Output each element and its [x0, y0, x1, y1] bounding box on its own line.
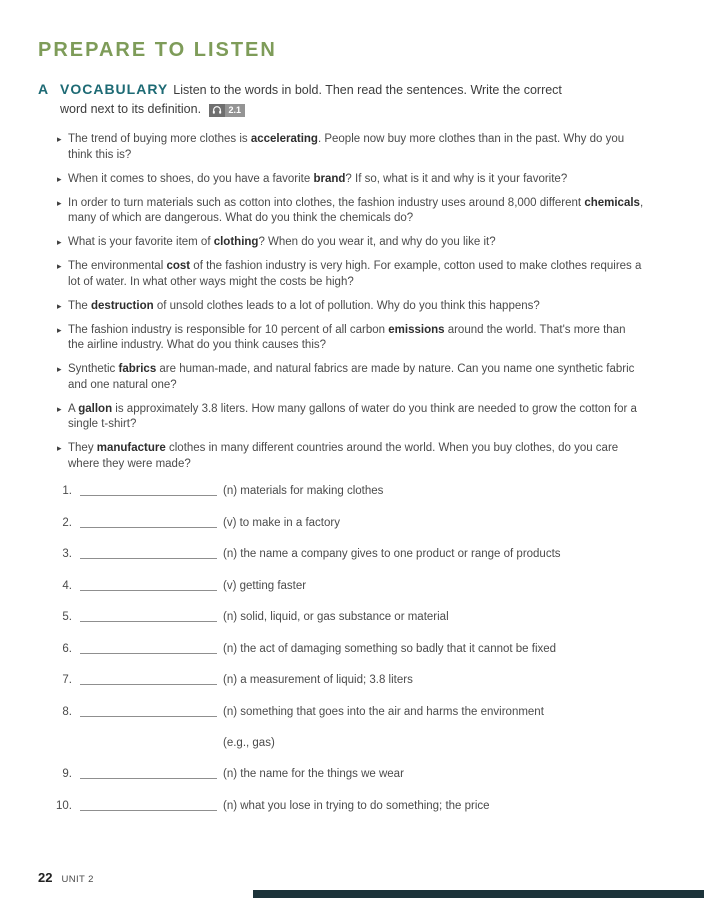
bullet-list — [38, 132, 644, 472]
headphones-icon — [209, 104, 225, 117]
bullet-text-before: They — [68, 442, 97, 454]
vocabulary-word: destruction — [91, 299, 154, 312]
bullet-item — [38, 362, 644, 393]
bullet-text-after: , many of which are dangerous. What do you think the chemicals do? — [68, 196, 644, 224]
bullet-text-before: The — [68, 299, 92, 312]
answer-blank[interactable] — [80, 516, 217, 528]
bullet-text-before: When it comes to shoes, do you have a favorite — [68, 172, 314, 185]
vocabulary-word: manufacture — [96, 442, 166, 454]
definition-line-1: (n) something that goes into the air and harms the environment — [223, 705, 544, 718]
bullet-item — [38, 196, 644, 227]
definitions-list — [38, 484, 662, 813]
bullet-item — [38, 259, 644, 290]
definition-line-1: (n) a measurement of liquid; 3.8 liters — [223, 674, 413, 686]
definition-line-1: (n) the name a company gives to one product or range of products — [223, 548, 561, 560]
triangle-bullet-icon: ▸ — [57, 197, 62, 208]
answer-blank[interactable] — [80, 484, 217, 496]
definition-number: 8. — [62, 705, 72, 718]
activity-head — [38, 80, 632, 119]
definition-line-1: (n) solid, liquid, or gas substance or material — [223, 611, 449, 623]
bullet-text-after: around the world. That's more than the airline industry. What do you think causes this? — [68, 323, 626, 351]
definition-row — [51, 547, 662, 561]
bullet-text-after: clothes in many different countries around the world. When you buy clothes, do you care where they were made? — [68, 442, 619, 470]
vocabulary-word: clothing — [213, 236, 259, 248]
bullet-text-before: The fashion industry is responsible for 10 percent of all carbon — [68, 323, 389, 336]
definition-row — [51, 767, 662, 781]
bullet-text-after: is approximately 3.8 liters. How many gallons of water do you think are needed to grow the cotton for a single t-shirt? — [68, 402, 637, 430]
definition-text — [223, 484, 662, 498]
answer-blank[interactable] — [80, 673, 217, 685]
instruction-line-2: word next to its definition. — [60, 102, 202, 116]
definition-text — [223, 767, 662, 781]
audio-track-number: 2.1 — [225, 104, 246, 117]
definition-number: 4. — [62, 579, 72, 592]
bullet-item — [38, 441, 644, 472]
definition-text — [223, 516, 662, 530]
answer-blank[interactable] — [80, 547, 217, 559]
audio-track-badge — [209, 104, 246, 117]
definition-text — [223, 579, 662, 593]
vocabulary-word: cost — [166, 260, 191, 272]
triangle-bullet-icon: ▸ — [57, 443, 62, 453]
bullet-item — [38, 132, 644, 163]
bullet-text-after: ? If so, what is it and why is it your favorite? — [345, 172, 568, 185]
vocabulary-word: fabrics — [118, 363, 157, 375]
bullet-text-before: What is your favorite item of — [68, 236, 214, 248]
page-number: 22 — [38, 870, 53, 885]
bullet-text-after: . People now buy more clothes than in the past. Why do you think this is? — [68, 133, 625, 161]
triangle-bullet-icon: ▸ — [57, 261, 62, 271]
definition-row — [51, 799, 662, 813]
definition-row — [51, 516, 662, 530]
bullet-text-before: The trend of buying more clothes is — [68, 133, 251, 145]
triangle-bullet-icon: ▸ — [57, 134, 62, 144]
bullet-item — [38, 299, 644, 315]
definition-text — [223, 705, 662, 750]
definition-row — [51, 642, 662, 656]
answer-blank[interactable] — [80, 579, 217, 591]
bullet-text-before: Synthetic — [68, 363, 119, 375]
vocabulary-word: emissions — [388, 323, 445, 336]
definition-number: 3. — [62, 548, 72, 560]
definition-text — [223, 642, 662, 656]
definition-number: 1. — [62, 485, 72, 497]
definition-number: 5. — [62, 611, 72, 623]
definition-number: 10. — [56, 799, 72, 812]
definition-row — [51, 484, 662, 498]
definition-text — [223, 547, 662, 561]
triangle-bullet-icon: ▸ — [57, 237, 62, 247]
definition-line-1: (n) materials for making clothes — [223, 485, 384, 497]
triangle-bullet-icon: ▸ — [57, 324, 62, 335]
vocabulary-word: brand — [313, 172, 346, 185]
answer-blank[interactable] — [80, 610, 217, 622]
bullet-text-before: A — [68, 402, 79, 415]
definition-text — [223, 799, 662, 813]
definition-line-1: (v) getting faster — [223, 579, 307, 592]
definition-line-1: (n) the name for the things we wear — [223, 768, 404, 780]
bullet-text-before: In order to turn materials such as cotton into clothes, the fashion industry uses around 8,000 different — [68, 196, 585, 209]
bullet-text-after: are human-made, and natural fabrics are made by nature. Can you name one synthetic fabric and one natural one? — [68, 363, 635, 391]
triangle-bullet-icon: ▸ — [57, 364, 62, 374]
vocabulary-word: chemicals — [584, 196, 640, 209]
page-footer — [38, 870, 94, 885]
definition-line-2: (e.g., gas) — [223, 736, 275, 749]
answer-blank[interactable] — [80, 767, 217, 779]
bullet-text-after: ? When do you wear it, and why do you like it? — [258, 236, 496, 248]
definition-number: 9. — [62, 768, 72, 780]
activity-letter: A — [38, 81, 49, 97]
page-title: PREPARE TO LISTEN — [38, 39, 277, 61]
definition-line-1: (n) what you lose in trying to do something; the price — [223, 799, 490, 812]
bullet-text-after: of the fashion industry is very high. For example, cotton used to make clothes requires a lot of water. In what other ways might the costs be high? — [68, 260, 642, 288]
activity-heading: VOCABULARY — [60, 81, 169, 97]
definition-row — [51, 610, 662, 624]
definition-row — [51, 673, 662, 687]
definition-line-1: (n) the act of damaging something so badly that it cannot be fixed — [223, 642, 557, 655]
definition-row — [51, 705, 662, 750]
definition-number: 7. — [62, 674, 72, 686]
definition-number: 2. — [62, 516, 72, 529]
bullet-item — [38, 323, 644, 354]
answer-blank[interactable] — [80, 799, 217, 811]
answer-blank[interactable] — [80, 705, 217, 717]
definition-text — [223, 673, 662, 687]
bullet-item — [38, 402, 644, 433]
definition-line-1: (v) to make in a factory — [223, 516, 340, 529]
unit-label: UNIT 2 — [61, 874, 94, 885]
bullet-text-after: of unsold clothes leads to a lot of pollution. Why do you think this happens? — [153, 299, 540, 312]
triangle-bullet-icon: ▸ — [57, 300, 62, 311]
definition-row — [51, 579, 662, 593]
bullet-text-before: The environmental — [68, 260, 167, 272]
bottom-edge-bar — [253, 890, 704, 898]
vocabulary-word: accelerating — [250, 133, 318, 145]
triangle-bullet-icon: ▸ — [57, 403, 62, 414]
definition-text — [223, 610, 662, 624]
definition-number: 6. — [62, 642, 72, 655]
bullet-item — [38, 172, 644, 188]
answer-blank[interactable] — [80, 642, 217, 654]
instruction-line-1: Listen to the words in bold. Then read the sentences. Write the correct — [173, 83, 562, 97]
vocabulary-word: gallon — [78, 402, 113, 415]
triangle-bullet-icon: ▸ — [57, 173, 62, 184]
bullet-item — [38, 235, 644, 251]
